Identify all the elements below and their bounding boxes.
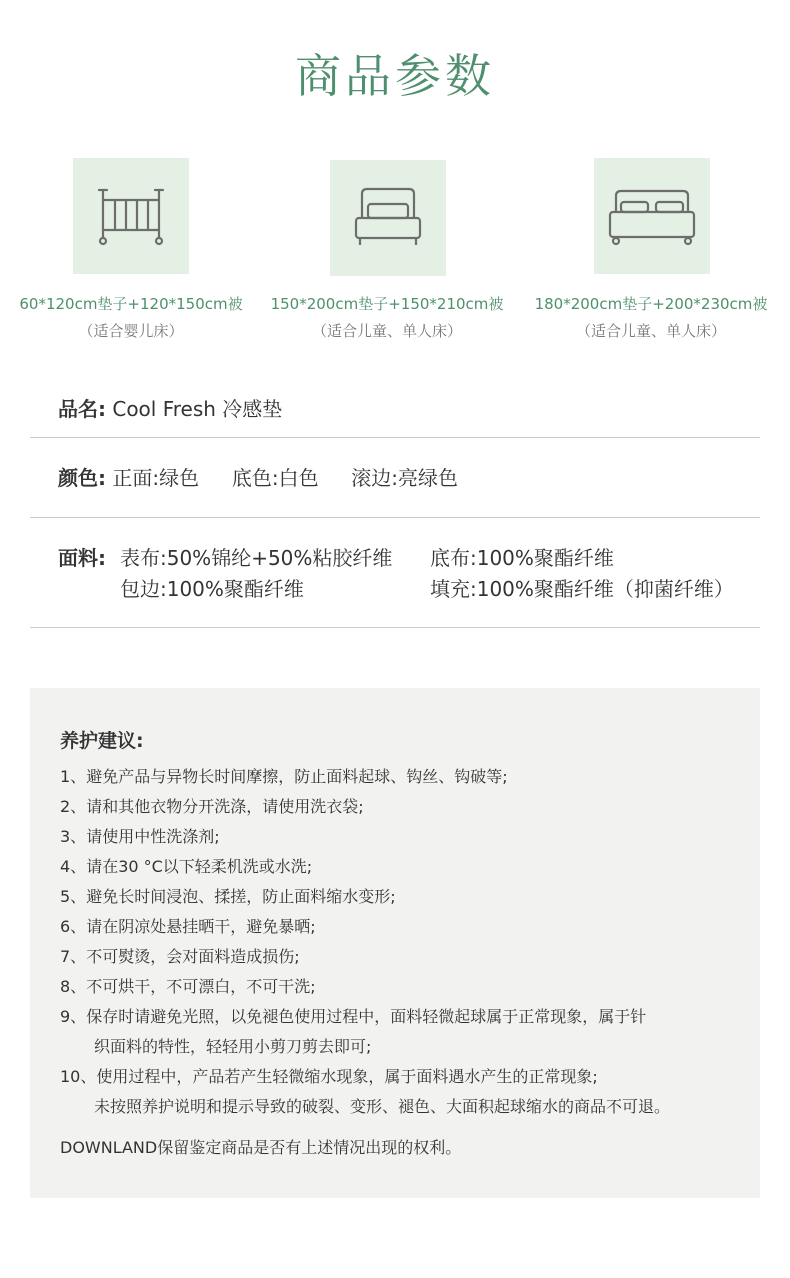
care-item-text: 请使用中性洗涤剂; <box>86 827 220 846</box>
spec-color-edge: 滚边:亮绿色 <box>351 466 459 490</box>
care-item <box>60 882 750 912</box>
care-item-text: 请和其他衣物分开洗涤，请使用洗衣袋; <box>86 797 364 816</box>
crib-icon <box>73 158 189 274</box>
spec-color-front: 正面:绿色 <box>112 466 200 490</box>
care-item <box>60 1062 750 1092</box>
care-item-text: 织面料的特性，轻轻用小剪刀剪去即可; <box>94 1037 372 1056</box>
care-item-number: 4、 <box>60 857 87 876</box>
size-note-crib: （适合婴儿床） <box>78 322 184 340</box>
care-item-text: 请在阴凉处悬挂晒干，避免暴晒; <box>86 917 316 936</box>
spec-name-value: Cool Fresh 冷感垫 <box>112 397 283 421</box>
care-item-continued <box>60 1032 750 1062</box>
double-bed-icon <box>594 158 710 274</box>
spec-color-back: 底色:白色 <box>231 466 319 490</box>
care-item-text: 保存时请避免光照，以免褪色使用过程中，面料轻微起球属于正常现象，属于针 <box>86 1007 647 1026</box>
single-bed-icon-box <box>330 160 446 276</box>
care-item-text: 避免长时间浸泡、揉搓，防止面料缩水变形; <box>86 887 396 906</box>
care-item-number: 6、 <box>60 917 87 936</box>
care-item <box>60 972 750 1002</box>
care-item-text: 不可烘干，不可漂白，不可干洗; <box>86 977 316 996</box>
care-item-text: 不可熨烫，会对面料造成损伤; <box>86 947 300 966</box>
care-item-continued <box>60 1092 750 1122</box>
care-item-number: 9、 <box>60 1007 87 1026</box>
divider <box>30 517 760 518</box>
care-item-number: 7、 <box>60 947 87 966</box>
care-section <box>30 688 760 1198</box>
care-list <box>60 762 750 1122</box>
divider <box>30 437 760 438</box>
care-item-text: 未按照养护说明和提示导致的破裂、变形、褪色、大面积起球缩水的商品不可退。 <box>94 1097 671 1116</box>
single-bed-icon <box>330 160 446 276</box>
size-note-double: （适合儿童、单人床） <box>575 322 726 340</box>
spec-color-row <box>58 463 758 493</box>
care-item-number: 8、 <box>60 977 87 996</box>
size-label-crib: 60*120cm垫子+120*150cm被 <box>19 295 243 313</box>
care-item-text: 使用过程中，产品若产生轻微缩水现象，属于面料遇水产生的正常现象; <box>96 1067 598 1086</box>
spec-material-key: 面料: <box>58 546 106 570</box>
divider <box>30 627 760 628</box>
care-item-number: 10、 <box>60 1067 97 1086</box>
size-label-single: 150*200cm垫子+150*210cm被 <box>270 295 504 313</box>
care-item <box>60 822 750 852</box>
size-options <box>0 0 790 360</box>
size-note-single: （适合儿童、单人床） <box>311 322 462 340</box>
spec-name-key: 品名: <box>58 397 106 421</box>
care-item-number: 1、 <box>60 767 87 786</box>
care-item <box>60 852 750 882</box>
double-bed-icon-box <box>594 158 710 274</box>
care-item <box>60 792 750 822</box>
care-item-number: 2、 <box>60 797 87 816</box>
care-item-number: 5、 <box>60 887 87 906</box>
care-title: 养护建议: <box>60 730 144 752</box>
size-label-double: 180*200cm垫子+200*230cm被 <box>534 295 768 313</box>
spec-name-row <box>58 394 758 424</box>
page-title: 商品参数 <box>295 49 495 103</box>
crib-icon-box <box>73 158 189 274</box>
spec-material-bottom: 底布:100%聚酯纤维 <box>430 546 614 570</box>
care-item <box>60 762 750 792</box>
spec-material-edging: 包边:100%聚酯纤维 <box>120 577 304 601</box>
spec-material-filling: 填充:100%聚酯纤维（抑菌纤维） <box>430 577 734 601</box>
care-item-text: 避免产品与异物长时间摩擦，防止面料起球、钩丝、钩破等; <box>86 767 508 786</box>
spec-color-key: 颜色: <box>58 466 106 490</box>
spec-material-surface: 表布:50%锦纶+50%粘胶纤维 <box>120 546 393 570</box>
care-item-text: 请在30 °C以下轻柔机洗或水洗; <box>86 857 313 876</box>
care-item <box>60 942 750 972</box>
care-item <box>60 912 750 942</box>
care-item-number: 3、 <box>60 827 87 846</box>
care-item <box>60 1002 750 1032</box>
care-disclaimer: DOWNLAND保留鉴定商品是否有上述情况出现的权利。 <box>60 1138 462 1157</box>
